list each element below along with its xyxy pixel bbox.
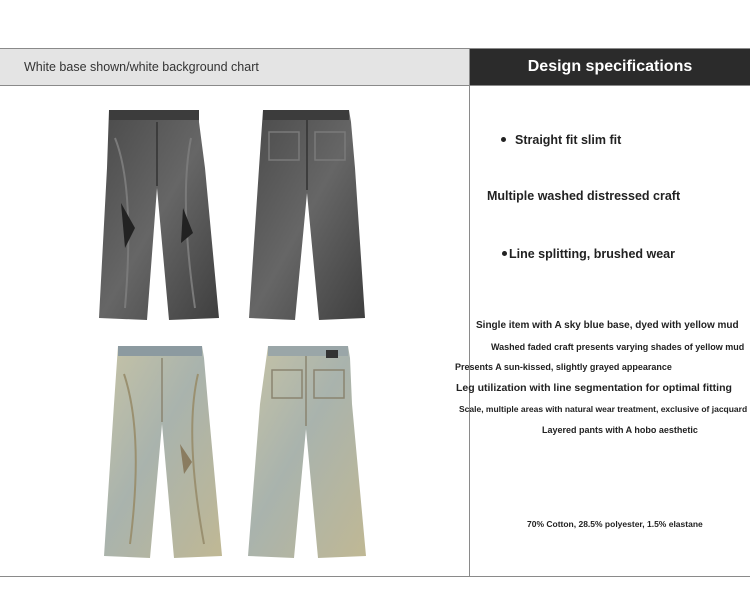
description-line-1: Single item with A sky blue base, dyed with yellow mud <box>476 320 739 331</box>
washed-jeans-back-image <box>242 344 372 562</box>
header-divider <box>0 85 750 86</box>
description-line-5: Scale, multiple areas with natural wear treatment, exclusive of jacquard <box>459 404 748 414</box>
bullet-icon <box>502 251 507 256</box>
column-divider <box>469 48 470 576</box>
right-header-title: Design specifications <box>527 58 693 75</box>
description-line-6: Layered pants with A hobo aesthetic <box>542 425 698 435</box>
gray-jeans-back-image <box>245 108 370 326</box>
feature-washed-craft: Multiple washed distressed craft <box>487 189 681 203</box>
gray-jeans-front-image <box>95 108 225 326</box>
bottom-divider <box>0 576 750 577</box>
feature-line-splitting: Line splitting, brushed wear <box>502 247 675 261</box>
description-line-4: Leg utilization with line segmentation for optimal fitting <box>456 382 732 394</box>
left-header <box>0 49 469 85</box>
left-header-title: White base shown/white background chart <box>24 60 259 74</box>
bullet-icon <box>501 137 506 142</box>
description-line-2: Washed faded craft presents varying shades of yellow mud <box>491 342 745 352</box>
right-header <box>470 49 750 85</box>
description-line-3: Presents A sun-kissed, slightly grayed appearance <box>455 362 672 372</box>
washed-jeans-front-image <box>100 344 230 562</box>
feature-straight-fit: Straight fit slim fit <box>501 133 621 147</box>
material-composition: 70% Cotton, 28.5% polyester, 1.5% elastane <box>527 519 703 529</box>
